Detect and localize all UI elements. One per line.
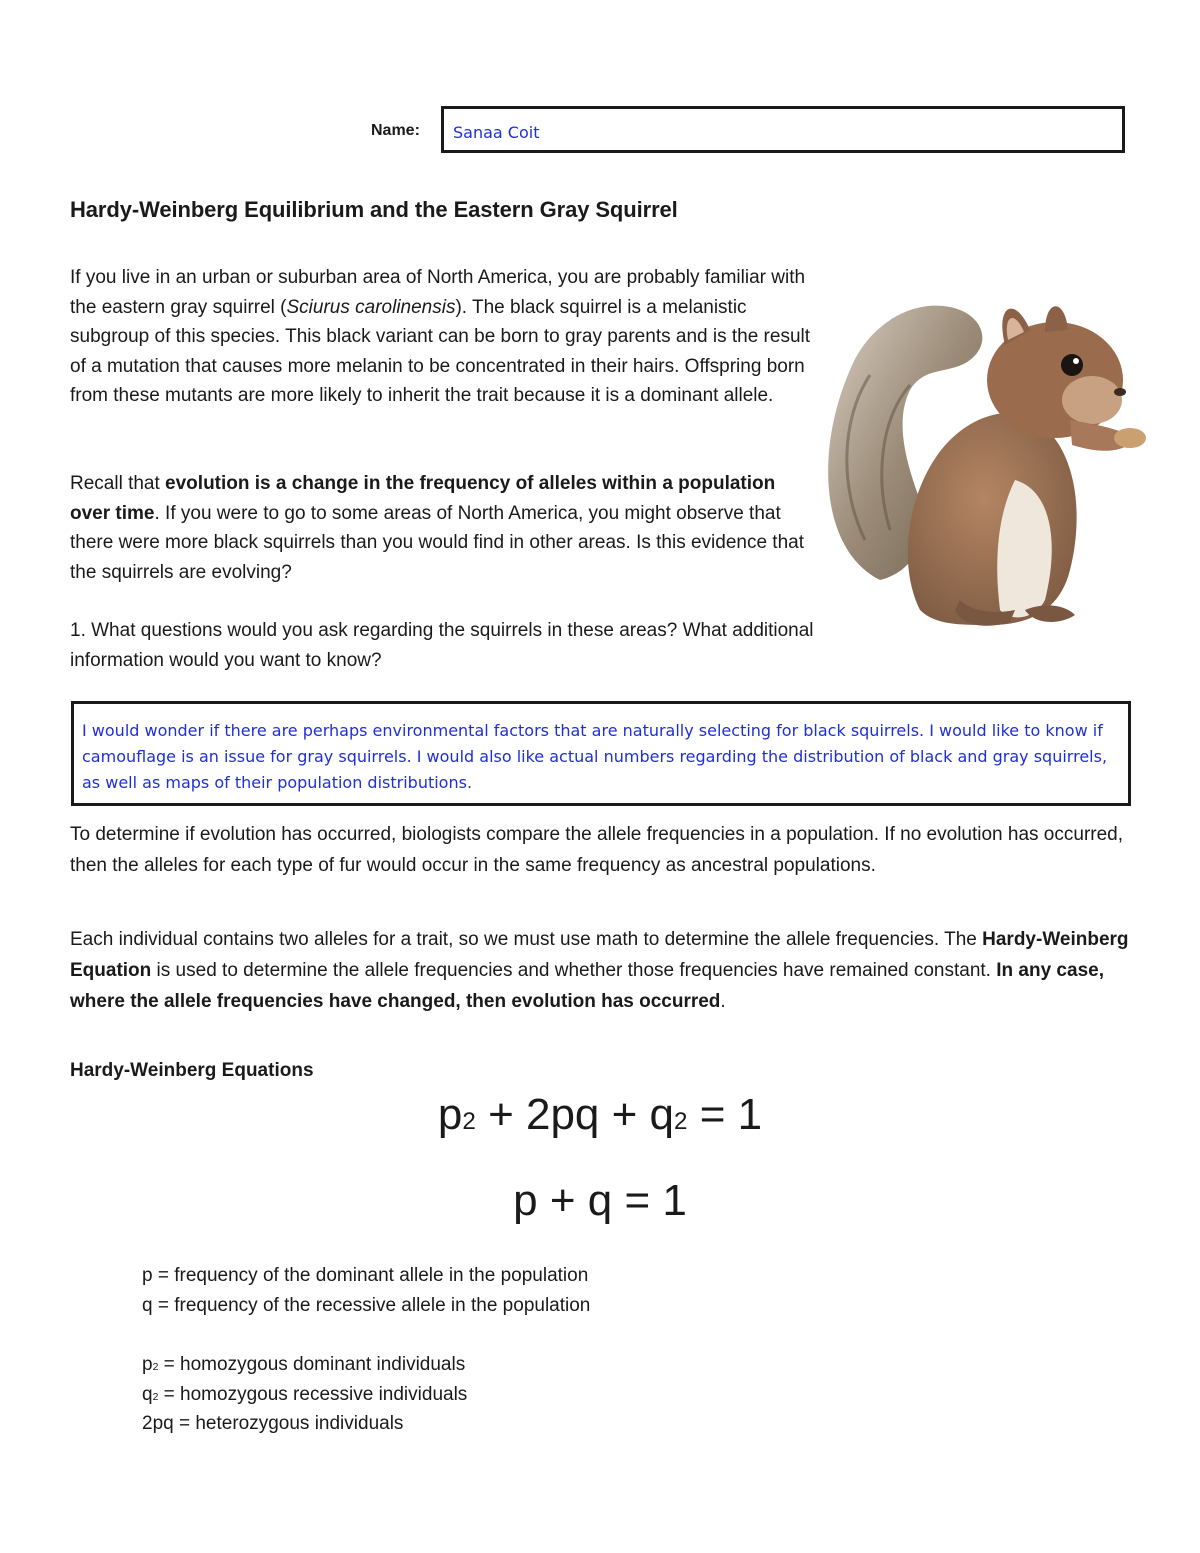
equations-heading: Hardy-Weinberg Equations bbox=[70, 1060, 314, 1081]
question-1: 1. What questions would you ask regarding the squirrels in these areas? What additional information would you want to know? bbox=[70, 620, 814, 671]
equation-intro-paragraph: Each individual contains two alleles for a trait, so we must use math to determine the allele frequencies. The Hardy-Weinberg Equation is used to determine the allele frequencies and whether those frequencies have remained constant. In any case, where the allele frequencies have changed, then evolution has occurred. bbox=[70, 929, 1129, 1012]
definition-p-squared: $p^2$ = homozygous dominant individuals bbox=[142, 1354, 466, 1375]
definition-q-squared: $q^2$ = homozygous recessive individuals bbox=[142, 1384, 468, 1405]
recall-paragraph: Recall that evolution is a change in the frequency of alleles within a population over time. If you were to go to some areas of North America, you might observe that there were more black squirrels than you would find in other areas. Is this evidence that the squirrels are evolving? bbox=[70, 473, 804, 583]
definition-p: p = frequency of the dominant allele in the population bbox=[142, 1265, 589, 1286]
equation-allele: p + q = 1 bbox=[513, 1176, 687, 1225]
determine-paragraph: To determine if evolution has occurred, biologists compare the allele frequencies in a population. If no evolution has occurred, then the alleles for each type of fur would occur in the same frequency as ancestral populations. bbox=[70, 824, 1124, 876]
name-value: Sanaa Coit bbox=[453, 123, 540, 142]
intro-paragraph: If you live in an urban or suburban area of North America, you are probably familiar with the eastern gray squirrel (Sciurus carolinensis). The black squirrel is a melanistic subgroup of this species. This black variant can be born to gray parents and is the result of a mutation that causes more melanin to be concentrated in their hairs. Offspring born from these mutants are more likely to inherit the trait because it is a dominant allele. bbox=[70, 267, 811, 406]
answer-1-field[interactable] bbox=[71, 701, 1131, 806]
squirrel-image bbox=[810, 280, 1180, 660]
name-field[interactable] bbox=[441, 106, 1125, 153]
definition-2pq: 2pq = heterozygous individuals bbox=[142, 1413, 404, 1434]
definition-q: q = frequency of the recessive allele in the population bbox=[142, 1295, 591, 1316]
name-label: Name: bbox=[371, 122, 420, 139]
page-title: Hardy-Weinberg Equilibrium and the Eastern Gray Squirrel bbox=[70, 197, 678, 222]
answer-1-text: I would wonder if there are perhaps environmental factors that are naturally selecting for black squirrels. I would like to know if camouflage is an issue for gray squirrels. I would also like actual numbers regarding the distribution of black and gray squirrels, as well as maps of their population distributions. bbox=[82, 721, 1108, 792]
equation-genotype: $p^2 + 2pq + q^2 = 1$ bbox=[437, 1090, 763, 1139]
species-name: Sciurus carolinensis bbox=[286, 296, 456, 318]
